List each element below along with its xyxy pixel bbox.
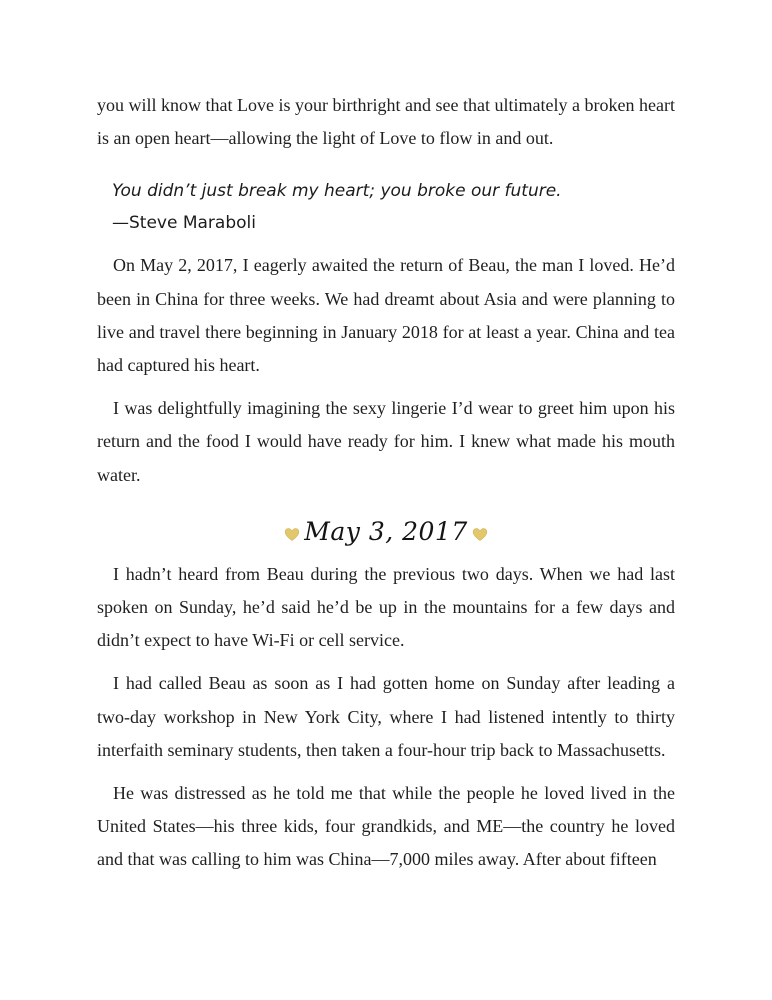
intro-paragraph: you will know that Love is your birthright and see that ultimately a broken heart is an open heart—allowing the light of Love to flow in and out. (97, 95, 675, 149)
heart-icon (472, 526, 488, 542)
body-paragraph: I hadn’t heard from Beau during the previous two days. When we had last spoken on Sunday, he’d said he’d be up in the mountains for a few days and didn’t expect to have Wi-Fi or cell service. (97, 563, 675, 651)
body-paragraph: I had called Beau as soon as I had gotten home on Sunday after leading a two-day workshop in New York City, where I had listened intently to thirty interfaith seminary students, then taken a four-hour trip back to Massachusetts. (97, 673, 675, 760)
heart-icon (284, 526, 300, 542)
book-page (97, 89, 675, 887)
section-date: May 3, 2017 (304, 517, 468, 547)
epigraph-quote (112, 175, 675, 239)
body-paragraph: On May 2, 2017, I eagerly awaited the return of Beau, the man I loved. He’d been in China for three weeks. We had dreamt about Asia and were planning to live and travel there beginning in January 2018 for at least a year. China and tea had captured his heart. (97, 255, 675, 376)
body-paragraph: I was delightfully imagining the sexy lingerie I’d wear to greet him upon his return and the food I would have ready for him. I knew what made his mouth water. (97, 398, 675, 485)
section-date-heading (97, 506, 675, 558)
quote-text: You didn’t just break my heart; you broke our future. (112, 181, 562, 202)
quote-author: —Steve Maraboli (112, 213, 256, 234)
body-paragraph: He was distressed as he told me that while the people he loved lived in the United States—his three kids, four grandkids, and ME—the country he loved and that was calling to him was China—7,000 miles away. After about fifteen (97, 783, 675, 870)
